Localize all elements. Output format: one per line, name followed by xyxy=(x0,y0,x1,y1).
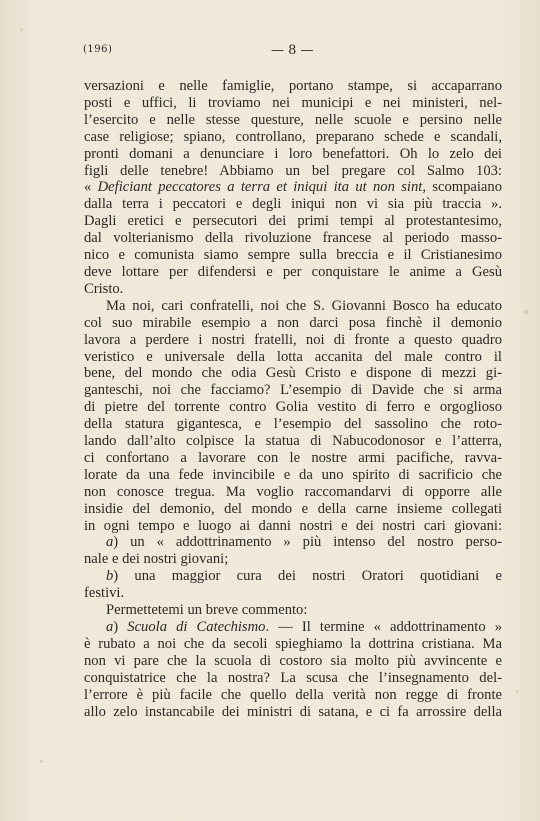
text-line: deve lottare per difendersi e per conquistare le anime a Gesù xyxy=(84,263,502,280)
text-line: nico e comunista siamo sempre sulla breccia e il Cristianesimo xyxy=(84,247,502,264)
text-line: versazioni e nelle famiglie, portano stampe, si accaparrano xyxy=(84,78,502,94)
body-text xyxy=(84,78,502,720)
text-line: di pietre del torrente contro Golia vestito di ferro e orgoglioso xyxy=(84,399,502,416)
text-line: posti e uffici, li troviamo nei municipi e nei ministeri, nel- xyxy=(84,94,502,111)
paper-stain xyxy=(524,310,528,314)
page-header xyxy=(83,44,503,60)
text-line: festivi. xyxy=(84,585,125,602)
text-line: dal volterianismo della rivoluzione francese al periodo masso- xyxy=(84,230,502,247)
text-line: ganteschi, noi che facciamo? L’esempio di Davide che si arma xyxy=(84,382,502,399)
text-line: l’errore è più facile che quello della verità non regge di fronte xyxy=(84,686,502,703)
text-line: case religiose; spiano, controllano, preparano schede e scandali, xyxy=(84,128,502,145)
text-line: bene, del mondo che odia Gesù Cristo e dispone di mezzi gi- xyxy=(84,365,502,382)
paper-stain xyxy=(40,760,43,763)
text-line: nale e dei nostri giovani; xyxy=(84,551,229,568)
text-line: lavora a perdere i nostri fratelli, noi di fronte a questo quadro xyxy=(84,331,502,348)
text-line: Cristo. xyxy=(84,280,124,297)
page-tag: (196) xyxy=(83,44,113,55)
text-line: col suo mirabile esempio a non darci posa finchè il demonio xyxy=(84,314,502,331)
text-line-quote: « Deficiant peccatores a terra et iniqui ita ut non sint, scompaiano xyxy=(84,179,502,196)
paper-stain xyxy=(20,28,23,31)
text-line: non conosce tregua. Ma voglio raccomandarvi di opporre alle xyxy=(84,483,502,500)
text-line: conquistatrice che la nostra? La scusa che l’insegnamento del- xyxy=(84,669,502,686)
text-line: non vi pare che la scuola di costoro sia molto più avvincente e xyxy=(84,652,502,669)
text-line: in ogni tempo e luogo ai danni nostri e dei nostri cari giovani: xyxy=(84,517,502,534)
text-line: della statura gigantesca, e l’esempio del sassolino che roto- xyxy=(84,416,502,433)
paper-stain xyxy=(516,690,519,693)
paragraph-start: Ma noi, cari confratelli, noi che S. Giovanni Bosco ha educato xyxy=(106,297,502,314)
section-heading-line: a) Scuola di Catechismo. — Il termine « addottrinamento » xyxy=(106,619,503,635)
text-line: lando dall’alto colpisce la statua di Nabucodonosor e l’atterra, xyxy=(84,433,502,450)
text-line: dalla terra i peccatori e degli iniqui non vi sia più traccia ». xyxy=(84,196,502,213)
text-line: l’esercito e nelle stesse questure, nelle scuole e persino nelle xyxy=(84,111,502,128)
text-line: insidie del demonio, del mondo e della carne insieme collegati xyxy=(84,500,502,517)
text-line: lorate da una fede invincibile e da uno spirito di sacrificio che xyxy=(84,466,502,483)
text-line: figli delle tenebre! Abbiamo un bel pregare col Salmo 103: xyxy=(84,162,502,179)
text-line: ci confortano a lavorare con le nostre armi pacifiche, ravva- xyxy=(84,449,502,466)
text-line: allo zelo instancabile dei ministri di satana, e ci fa arrossire della xyxy=(84,703,502,720)
paragraph-start: Permettetemi un breve commento: xyxy=(106,602,308,619)
text-line: è rubato a noi che da secoli spieghiamo la dottrina cristiana. Ma xyxy=(84,635,502,652)
list-item-b: b) una maggior cura dei nostri Oratori quotidiani e xyxy=(106,568,502,585)
text-line: veristico e universale della lotta accanita del male contro il xyxy=(84,348,502,365)
text-line: Dagli eretici e persecutori dei primi tempi al protestantesimo, xyxy=(84,213,502,230)
text-line: pronti domani a denunciare i loro benefattori. Oh lo zelo dei xyxy=(84,145,502,162)
page-number: — 8 — xyxy=(271,43,314,58)
list-item-a: a) un « addottrinamento » più intenso del nostro perso- xyxy=(106,534,502,551)
